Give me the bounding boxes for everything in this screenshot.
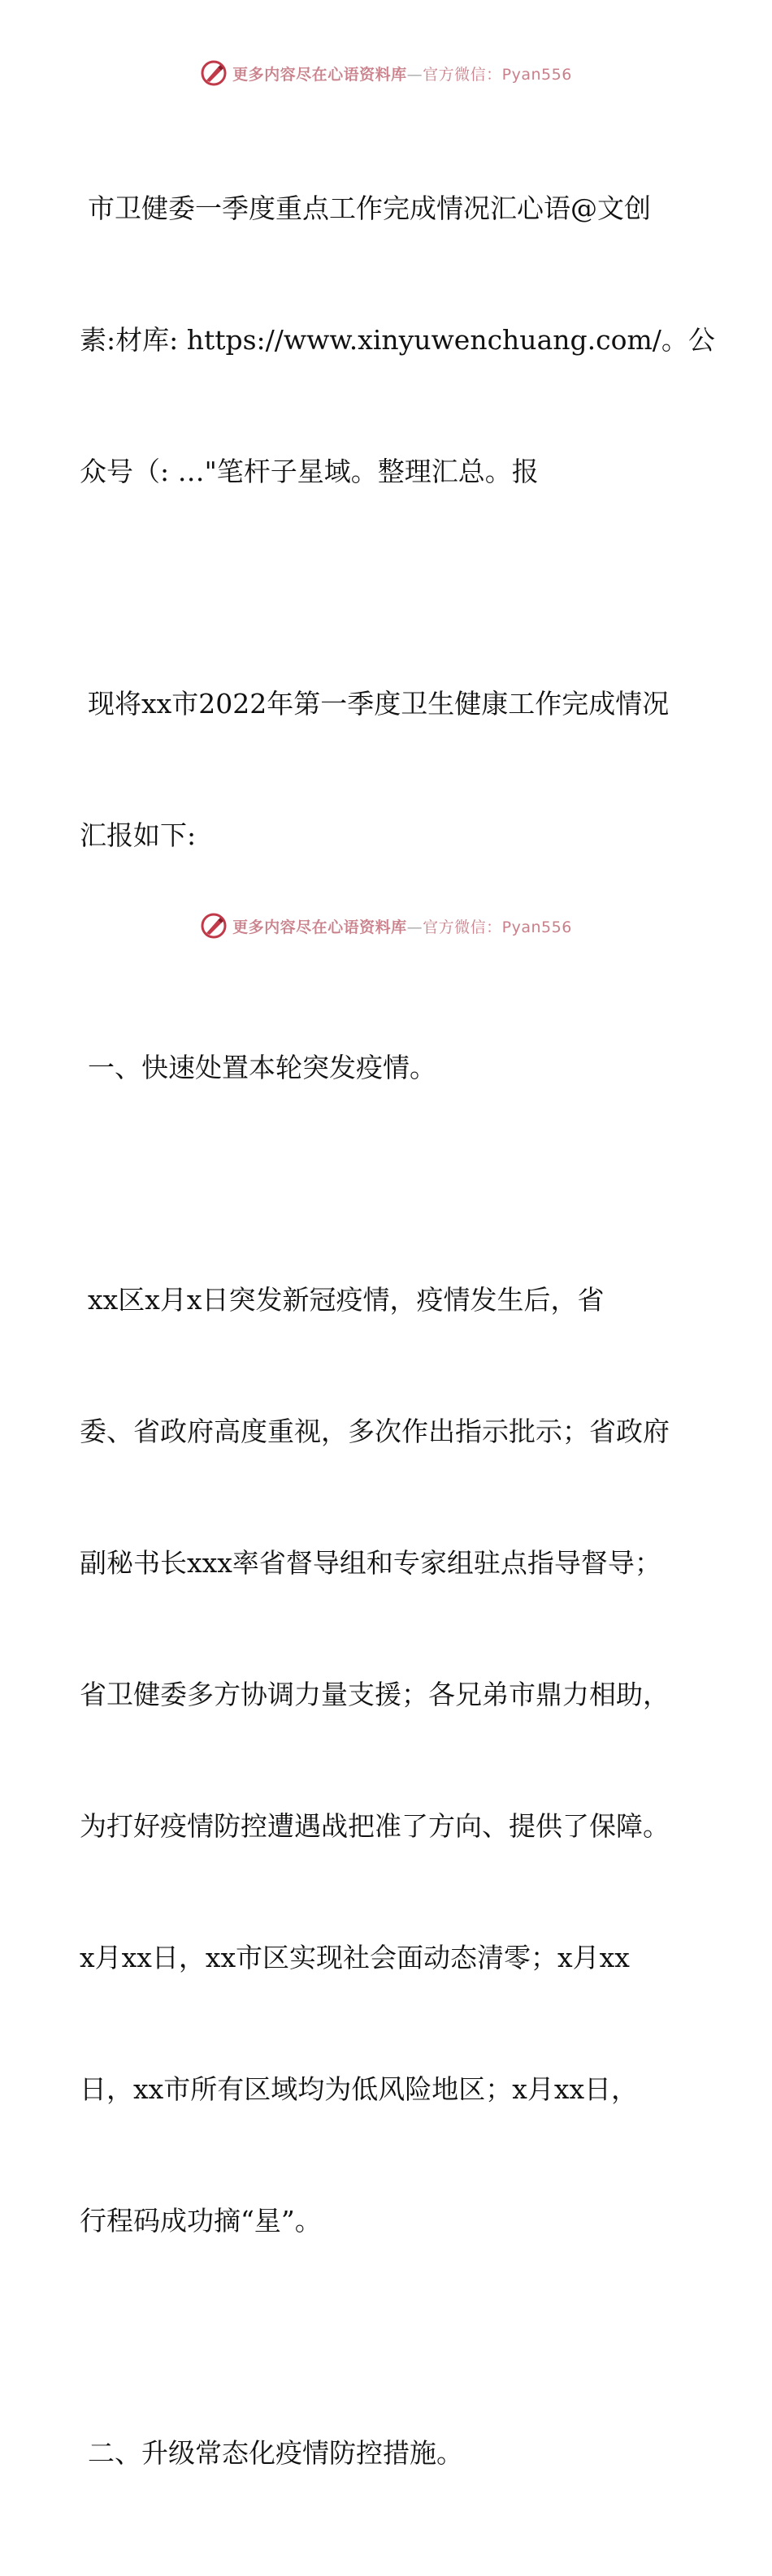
watermark-separator: —	[406, 65, 423, 84]
section-heading-2	[80, 2344, 705, 2563]
document-body	[80, 99, 715, 2576]
watermark-header	[0, 57, 772, 89]
text-line: 副秘书长xxx率省督导组和专家组驻点指导督导；	[80, 1547, 661, 1579]
text-line: xx区x月x日突发新冠疫情，疫情发生后，省	[88, 1284, 605, 1316]
watermark-main-text: 更多内容尽在心语资料库	[232, 918, 407, 936]
text-line: 众号（: …"笔杆子星域。整理汇总。报	[80, 456, 539, 487]
text-line: 一、快速处置本轮突发疫情。	[88, 1052, 436, 1083]
watermark-separator: —	[406, 918, 423, 936]
pen-logo-icon	[200, 912, 228, 940]
text-line: 委、省政府高度重视，多次作出指示批示；省政府	[80, 1416, 670, 1447]
paragraph-section-1	[80, 1191, 705, 2331]
text-line: 素:材库: https://www.xinyuwenchuang.com/。公	[80, 324, 715, 356]
text-line: 市卫健委一季度重点工作完成情况汇心语@文创	[88, 192, 651, 224]
text-line: 二、升级常态化疫情防控措施。	[88, 2437, 463, 2469]
watermark-main-text: 更多内容尽在心语资料库	[232, 65, 407, 84]
watermark-footer	[0, 910, 772, 942]
watermark-text	[232, 63, 572, 84]
section-heading-1	[80, 958, 705, 1178]
watermark-wechat-text: 官方微信：Pyan556	[423, 918, 572, 936]
watermark-wechat-text: 官方微信：Pyan556	[423, 65, 572, 84]
watermark-text	[232, 915, 572, 937]
text-line: 现将xx市2022年第一季度卫生健康工作完成情况	[88, 688, 670, 720]
paragraph-intro	[80, 594, 705, 945]
text-line: x月xx日，xx市区实现社会面动态清零；x月xx	[80, 1942, 630, 1973]
text-line: 行程码成功摘“星”。	[80, 2205, 322, 2237]
text-line: 省卫健委多方协调力量支援；各兄弟市鼎力相助，	[80, 1679, 670, 1710]
text-line: 汇报如下:	[80, 819, 197, 851]
paragraph-title	[80, 99, 715, 581]
text-line: 为打好疫情防控遭遇战把准了方向、提供了保障。	[80, 1810, 670, 1842]
pen-logo-icon	[200, 59, 228, 87]
text-line: 日，xx市所有区域均为低风险地区；x月xx日，	[80, 2073, 639, 2105]
